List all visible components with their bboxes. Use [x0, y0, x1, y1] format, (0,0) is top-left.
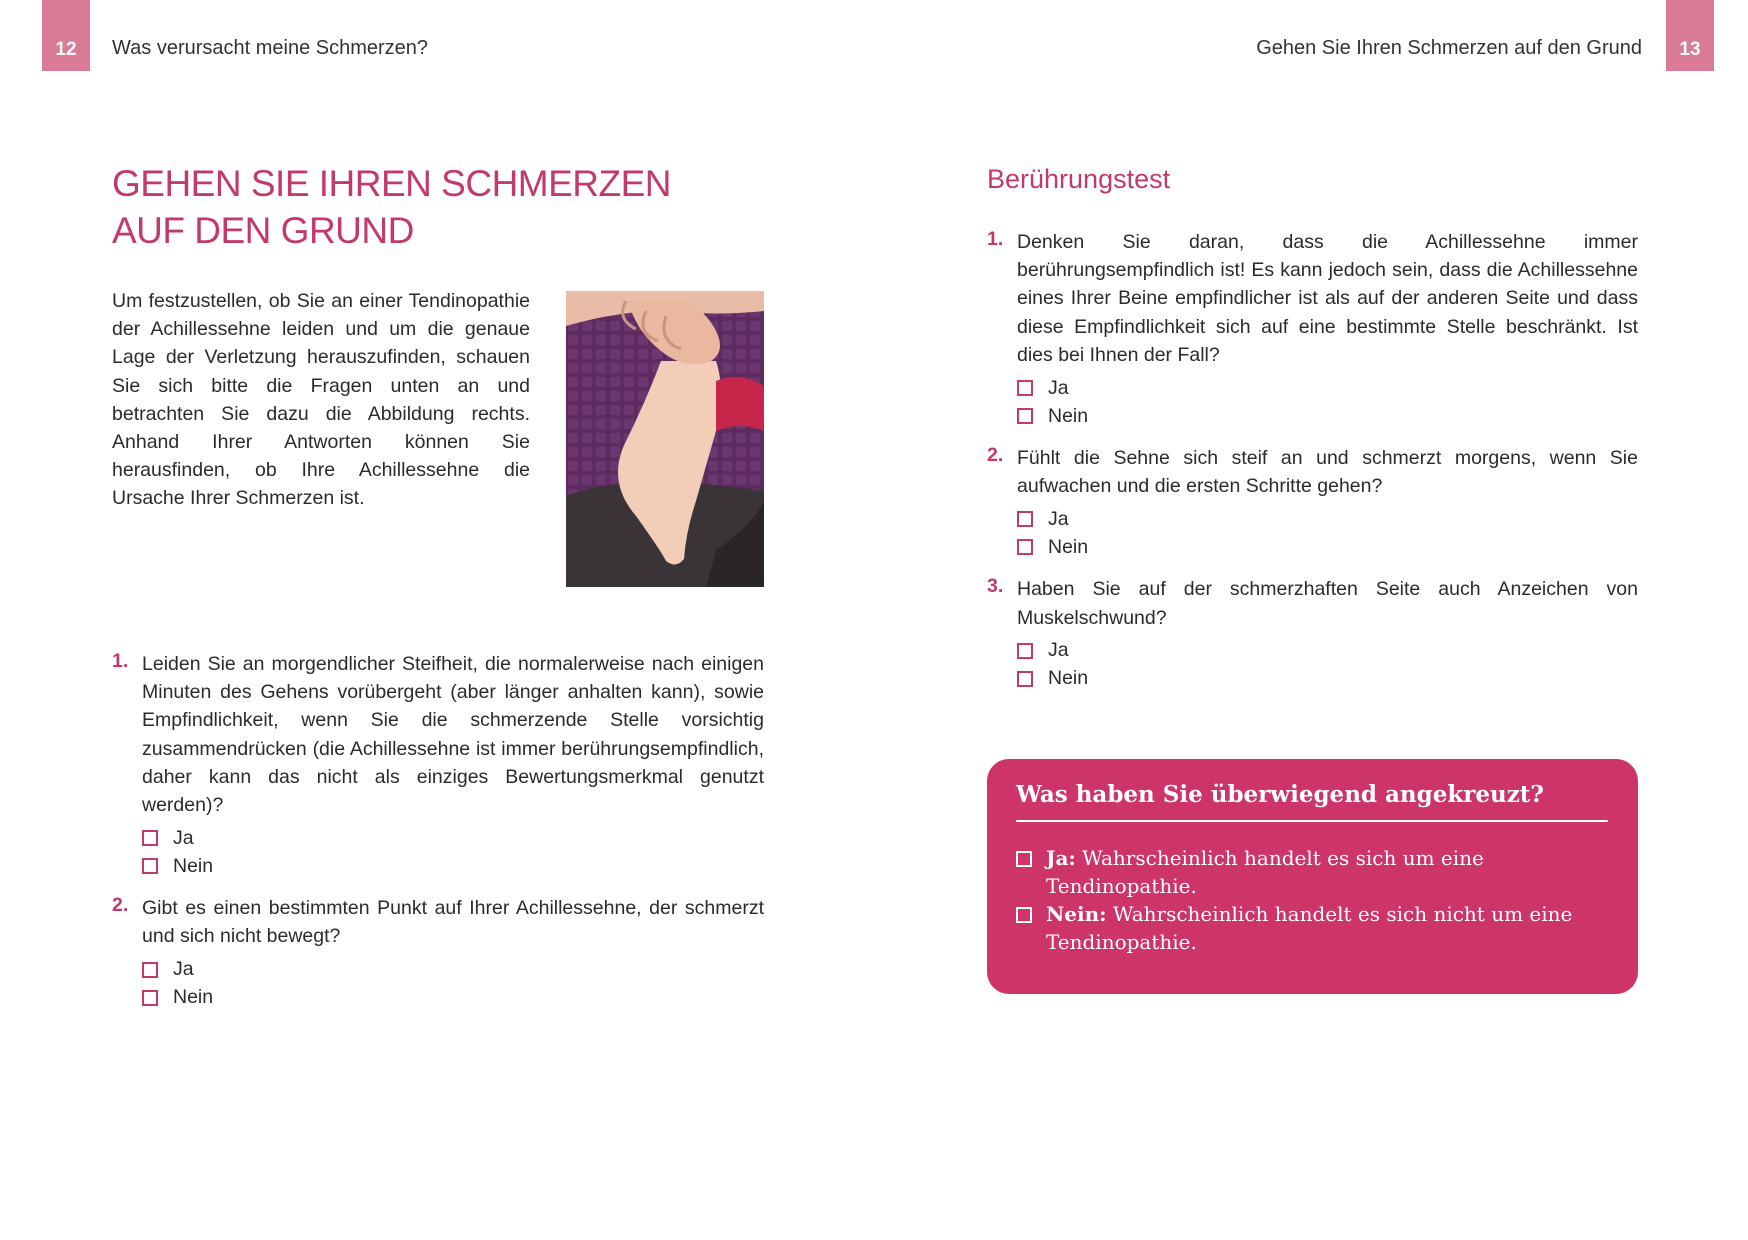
- result-yes-label: Ja:: [1046, 846, 1076, 870]
- running-head-left: Was verursacht meine Schmerzen?: [112, 37, 429, 59]
- option-yes: [142, 956, 764, 984]
- checkbox-result-no[interactable]: [1016, 907, 1032, 923]
- question-number: 3.: [987, 575, 1004, 598]
- question-number: 2.: [987, 444, 1004, 467]
- question-item: [112, 894, 764, 1011]
- checkbox-yes[interactable]: [1017, 511, 1033, 527]
- option-label: Nein: [1048, 667, 1089, 690]
- question-number: 2.: [112, 894, 129, 917]
- option-label: Nein: [1048, 535, 1089, 558]
- intro-paragraph: Um festzustellen, ob Sie an einer Tendinopathie der Achillessehne leiden und um die genaue Lage der Verletzung herauszufinden, schauen Sie sich bitte die Fragen unten an und betrachten Sie dazu die Abbildung rechts. Anhand Ihrer Antworten können Sie herausfinden, ob Ihre Achillessehne die Ursache Ihrer Schmerzen ist.: [112, 290, 530, 510]
- option-label: Ja: [173, 826, 194, 849]
- result-yes: [1016, 844, 1608, 900]
- question-item: [987, 228, 1638, 430]
- option-label: Ja: [1048, 376, 1069, 399]
- checkbox-yes[interactable]: [142, 962, 158, 978]
- result-no-label: Nein:: [1046, 902, 1107, 926]
- result-no-text: Wahrscheinlich handelt es sich nicht um eine Tendinopathie.: [1046, 902, 1573, 954]
- checkbox-no[interactable]: [142, 990, 158, 1006]
- checkbox-no[interactable]: [1017, 671, 1033, 687]
- question-item: [112, 650, 764, 880]
- question-text: Haben Sie auf der schmerzhaften Seite auch Anzeichen von Muskelschwund?: [1017, 578, 1638, 629]
- option-yes: [1017, 505, 1638, 533]
- question-text: Fühlt die Sehne sich steif an und schmerzt morgens, wenn Sie aufwachen und die ersten Schritte gehen?: [1017, 447, 1638, 498]
- left-question-list: [112, 650, 764, 1026]
- option-label: Ja: [1048, 507, 1069, 530]
- option-label: Ja: [1048, 639, 1069, 662]
- question-item: [987, 575, 1638, 692]
- option-yes: [1017, 637, 1638, 665]
- question-number: 1.: [987, 228, 1004, 250]
- question-text: Leiden Sie an morgendlicher Steifheit, die normalerweise nach einigen Minuten des Gehens vorübergeht (aber länger anhalten kann), sowie Empfindlichkeit, wenn Sie die schmerzende Stelle vorsichtig zusammendrücken (die Achillessehne ist immer berührungsempfindlich, daher kann das nicht als einziges Bewertungsmerkmal genutzt werden)?: [142, 653, 764, 817]
- option-label: Nein: [1048, 404, 1089, 427]
- checkbox-yes[interactable]: [142, 830, 158, 846]
- checkbox-no[interactable]: [1017, 408, 1033, 424]
- result-title: Was haben Sie überwiegend angekreuzt?: [1016, 781, 1608, 822]
- result-no: [1016, 900, 1608, 956]
- checkbox-no[interactable]: [142, 858, 158, 874]
- option-yes: [1017, 374, 1638, 402]
- question-text: Denken Sie daran, dass die Achillessehne immer berührungsempfindlich ist! Es kann jedoch sein, dass die Achillessehne eines Ihrer Beine empfindlicher ist als auf der anderen Seite und dass diese Empfindlichkeit sich auf eine bestimmte Stelle beschränkt. Ist dies bei Ihnen der Fall?: [1017, 231, 1638, 366]
- option-yes: [142, 824, 764, 852]
- page-number-right: 13: [1666, 0, 1714, 71]
- title-line-1: GEHEN SIE IHREN SCHMERZEN: [112, 163, 672, 204]
- foot-photo: [566, 291, 764, 587]
- page-number-left: 12: [42, 0, 90, 71]
- question-text: Gibt es einen bestimmten Punkt auf Ihrer Achillessehne, der schmerzt und sich nicht bewegt?: [142, 897, 764, 948]
- question-number: 1.: [112, 650, 129, 672]
- question-item: [987, 444, 1638, 561]
- checkbox-yes[interactable]: [1017, 380, 1033, 396]
- checkbox-yes[interactable]: [1017, 643, 1033, 659]
- right-question-list: [987, 228, 1638, 707]
- answer-options: [142, 956, 764, 1012]
- option-label: Nein: [173, 986, 214, 1009]
- answer-options: [1017, 637, 1638, 693]
- option-no: [142, 984, 764, 1012]
- result-options: [1016, 844, 1608, 956]
- option-no: [142, 852, 764, 880]
- option-no: [1017, 533, 1638, 561]
- result-box: [987, 759, 1638, 994]
- checkbox-no[interactable]: [1017, 539, 1033, 555]
- option-label: Nein: [173, 854, 214, 877]
- option-label: Ja: [173, 958, 194, 981]
- checkbox-result-yes[interactable]: [1016, 851, 1032, 867]
- running-head-right: Gehen Sie Ihren Schmerzen auf den Grund: [1256, 37, 1642, 59]
- section-heading: Berührungstest: [987, 164, 1171, 194]
- result-yes-text: Wahrscheinlich handelt es sich um eine Tendinopathie.: [1046, 846, 1484, 898]
- page-title: [112, 160, 671, 254]
- option-no: [1017, 402, 1638, 430]
- answer-options: [1017, 374, 1638, 430]
- option-no: [1017, 665, 1638, 693]
- title-line-2: AUF DEN GRUND: [112, 210, 414, 251]
- answer-options: [1017, 505, 1638, 561]
- answer-options: [142, 824, 764, 880]
